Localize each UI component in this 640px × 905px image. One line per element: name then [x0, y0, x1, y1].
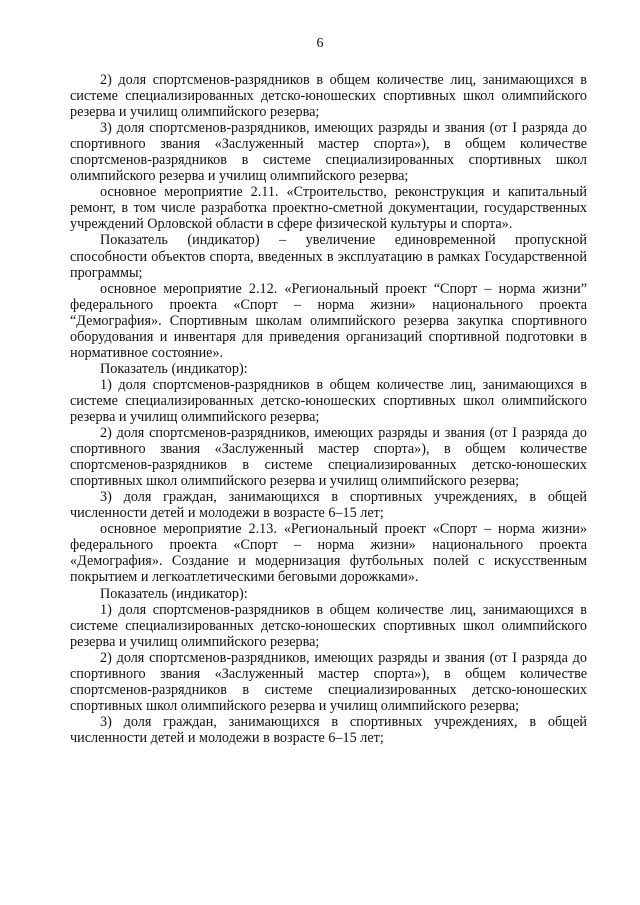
paragraph: основное мероприятие 2.13. «Региональный проект «Спорт – норма жизни» федерального проекта «Спорт – норма жизни» национального проекта «Демография». Создание и модернизация футбольных полей с искусственным покрытием и легкоатлетическими беговыми дорожками». — [70, 521, 587, 586]
paragraph: Показатель (индикатор) – увеличение единовременной пропускной способности объектов спорта, введенных в эксплуатацию в рамках Государственной программы; — [70, 232, 587, 281]
paragraph: Показатель (индикатор): — [100, 585, 248, 602]
paragraph: 1) доля спортсменов-разрядников в общем количестве лиц, занимающихся в системе специализированных детско-юношеских спортивных школ олимпийского резерва и училищ олимпийского резерва; — [70, 376, 587, 425]
paragraph: 2) доля спортсменов-разрядников в общем количестве лиц, занимающихся в системе специализированных детско-юношеских спортивных школ олимпийского резерва и училищ олимпийского резерва; — [70, 72, 587, 121]
document-body — [70, 72, 587, 746]
paragraph: основное мероприятие 2.12. «Региональный проект “Спорт – норма жизни” федерального проекта «Спорт – норма жизни» национального проекта “Демография». Спортивным школам олимпийского резерва закупка спортивного оборудования и инвентаря для приведения организаций спортивной подготовки в нормативное состояние». — [70, 280, 587, 361]
paragraph: 3) доля граждан, занимающихся в спортивных учреждениях, в общей численности детей и молодежи в возрасте 6–15 лет; — [70, 489, 587, 522]
paragraph: Показатель (индикатор): — [100, 360, 248, 377]
paragraph: 1) доля спортсменов-разрядников в общем количестве лиц, занимающихся в системе специализированных детско-юношеских спортивных школ олимпийского резерва и училищ олимпийского резерва; — [70, 601, 587, 650]
paragraph: 2) доля спортсменов-разрядников, имеющих разряды и звания (от I разряда до спортивного звания «Заслуженный мастер спорта»), в общем количестве спортсменов-разрядников в системе специализированных детско-юношеских спортивных школ олимпийского резерва и училищ олимпийского резерва; — [70, 425, 587, 490]
page-number: 6 — [316, 36, 324, 51]
paragraph: 3) доля граждан, занимающихся в спортивных учреждениях, в общей численности детей и молодежи в возрасте 6–15 лет; — [70, 713, 587, 746]
paragraph: 3) доля спортсменов-разрядников, имеющих разряды и звания (от I разряда до спортивного звания «Заслуженный мастер спорта»), в общем количестве спортсменов-разрядников в системе специализированных спортивных школ олимпийского резерва и училищ олимпийского резерва; — [70, 120, 587, 185]
paragraph: 2) доля спортсменов-разрядников, имеющих разряды и звания (от I разряда до спортивного звания «Заслуженный мастер спорта»), в общем количестве спортсменов-разрядников в системе специализированных детско-юношеских спортивных школ олимпийского резерва и училищ олимпийского резерва; — [70, 649, 587, 714]
paragraph: основное мероприятие 2.11. «Строительство, реконструкция и капитальный ремонт, в том числе разработка проектно-сметной документации, государственных учреждений Орловской области в сфере физической культуры и спорта». — [70, 184, 587, 233]
